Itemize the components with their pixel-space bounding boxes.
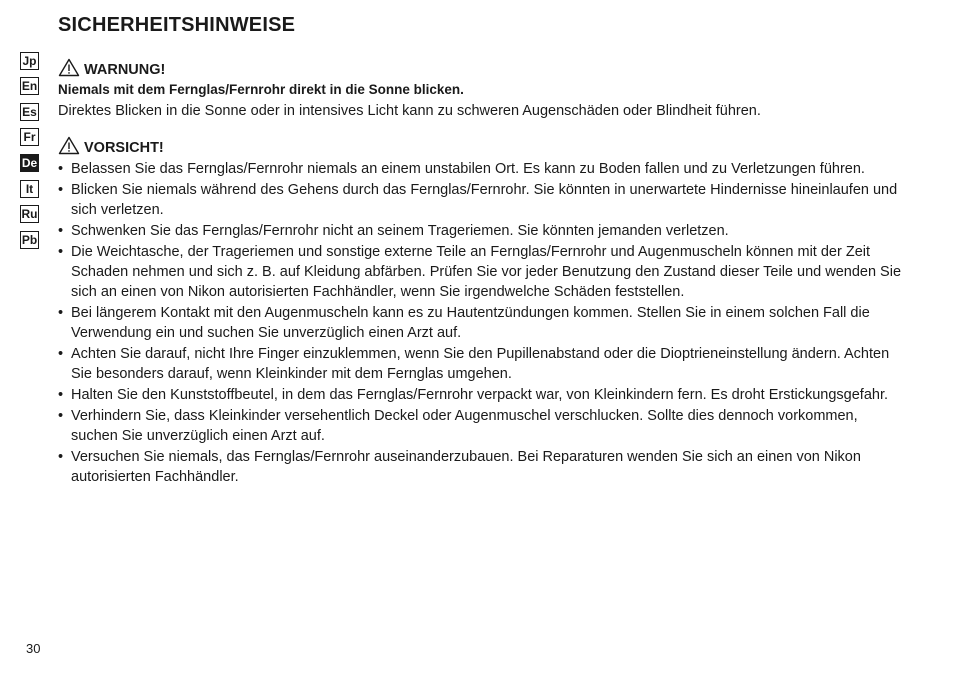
bullet: • (58, 346, 64, 363)
bullet: • (58, 161, 64, 177)
lang-tab-es[interactable]: Es (20, 103, 39, 121)
lang-tab-en[interactable]: En (21, 79, 38, 93)
warning-bold-line: Niemals mit dem Fernglas/Fernrohr direkt in die Sonne blicken. (58, 82, 464, 97)
bullet: • (58, 181, 64, 198)
list-item-text: Die Weichtasche, der Trageriemen und sonstige externe Teile an Fernglas/Fernrohr und Augenmuscheln können mit der Zeit Schaden nehmen und sich z. B. auf Kleidung abfärben. Prüfen Sie vor jeder Benutzung den Zustand dieser Teile und wenden Sie sich an einen von Nikon autorisierten Fachhändler, wenn Sie irgendwelche Schäden feststellen. (71, 243, 902, 301)
lang-tab-pb[interactable]: Pb (21, 233, 38, 247)
list-item (58, 303, 903, 344)
page-number: 30 (26, 641, 41, 656)
list-item-text: Achten Sie darauf, nicht Ihre Finger einzuklemmen, wenn Sie den Pupillenabstand oder die Dioptrieneinstellung ändern. Achten Sie besonders darauf, wenn Kleinkinder mit dem Fernglas umgehen. (71, 346, 890, 383)
lang-tab-ru[interactable]: Ru (21, 207, 38, 221)
caution-list (58, 159, 903, 488)
bullet: • (58, 449, 64, 466)
list-item (58, 406, 903, 447)
bullet: • (58, 305, 64, 322)
bullet: • (58, 387, 64, 404)
list-item-text: Belassen Sie das Fernglas/Fernrohr niemals an einem unstabilen Ort. Es kann zu Boden fallen und zu Verletzungen führen. (71, 161, 865, 177)
list-item (58, 385, 903, 405)
list-item-text: Bei längerem Kontakt mit den Augenmuscheln kann es zu Hautentzündungen kommen. Stellen Sie in einem solchen Fall die Verwendung ein und suchen Sie unverzüglich einen Arzt auf. (71, 305, 870, 342)
list-item (58, 221, 903, 241)
list-item-text: Halten Sie den Kunststoffbeutel, in dem das Fernglas/Fernrohr verpackt war, von Kleinkindern fern. Es droht Erstickungsgefahr. (71, 387, 888, 404)
list-item (58, 344, 903, 385)
bullet: • (58, 243, 64, 260)
list-item-text: Schwenken Sie das Fernglas/Fernrohr nicht an seinem Trageriemen. Sie könnten jemanden verletzen. (71, 222, 729, 239)
caution-heading (58, 136, 164, 159)
warning-triangle-icon (58, 136, 84, 159)
warning-heading (58, 58, 165, 81)
warning-text: Direktes Blicken in die Sonne oder in intensives Licht kann zu schweren Augenschäden oder Blindheit führen. (58, 103, 761, 119)
caution-heading-label: VORSICHT! (84, 139, 164, 156)
lang-tab-fr[interactable]: Fr (20, 128, 39, 146)
bullet: • (58, 222, 64, 239)
lang-tab-it[interactable]: It (20, 180, 39, 198)
list-item (58, 447, 903, 488)
list-item (58, 242, 903, 303)
list-item-text: Blicken Sie niemals während des Gehens durch das Fernglas/Fernrohr. Sie könnten in unerwartete Hindernisse hineinlaufen und sich verletzen. (71, 181, 898, 219)
list-item-text: Versuchen Sie niemals, das Fernglas/Fernrohr auseinanderzubauen. Bei Reparaturen wenden Sie sich an einen von Nikon autorisierten Fachhändler. (71, 449, 861, 486)
lang-tab-jp[interactable]: Jp (20, 52, 39, 70)
list-item (58, 159, 903, 179)
list-item-text: Verhindern Sie, dass Kleinkinder versehentlich Deckel oder Augenmuschel verschlucken. Sollte dies dennoch vorkommen, suchen Sie unverzüglich einen Arzt auf. (71, 408, 858, 445)
page-title: SICHERHEITSHINWEISE (58, 14, 296, 36)
list-item (58, 180, 903, 221)
warning-triangle-icon (58, 58, 84, 81)
lang-tab-de[interactable]: De (21, 156, 38, 170)
warning-heading-label: WARNUNG! (84, 61, 166, 78)
bullet: • (58, 408, 64, 425)
